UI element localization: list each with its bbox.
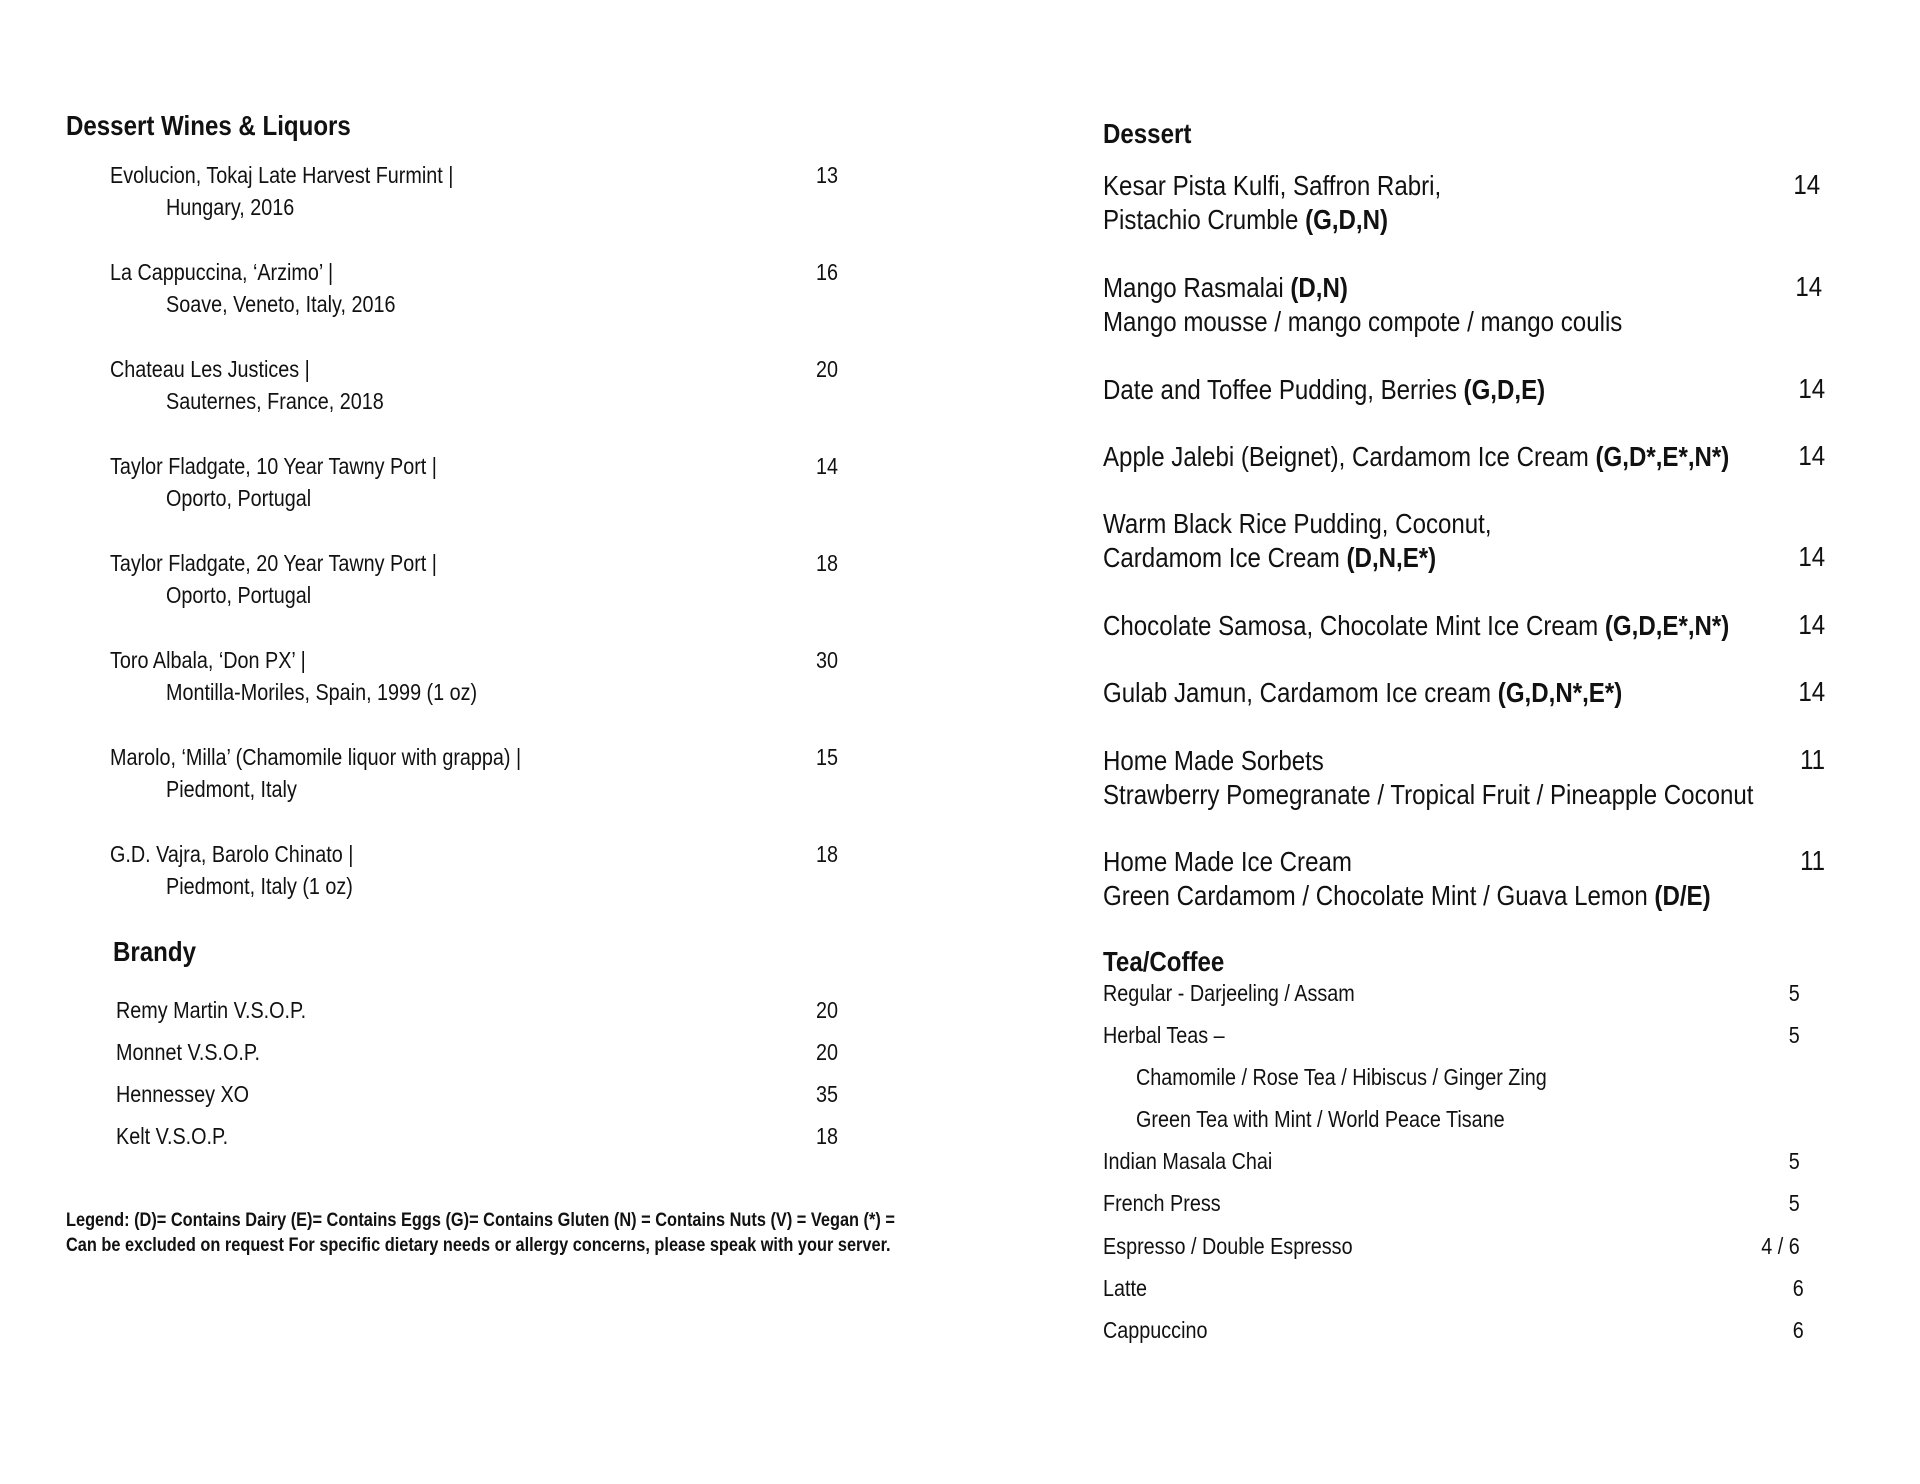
wine-name: G.D. Vajra, Barolo Chinato | [110,841,354,867]
dessert-name: Kesar Pista Kulfi, Saffron Rabri, [1103,170,1442,201]
beverage-price: 5 [1788,1190,1800,1216]
wine-origin: Piedmont, Italy (1 oz) [166,873,353,899]
beverage-price: 5 [1788,980,1800,1006]
brandy-name: Kelt V.S.O.P. [116,1123,229,1149]
wine-origin: Oporto, Portugal [166,485,312,511]
wine-origin: Sauternes, France, 2018 [166,388,384,414]
beverage-name: Regular - Darjeeling / Assam [1103,980,1355,1006]
dessert-name: Gulab Jamun, Cardamom Ice cream (G,D,N*,E*) [1103,677,1623,708]
wine-price: 16 [816,259,839,285]
beverage-name: Latte [1103,1275,1147,1301]
brandy-name: Hennessey XO [116,1081,250,1107]
dessert-description: Strawberry Pomegranate / Tropical Fruit / Pineapple Coconut [1103,779,1754,810]
wine-origin: Montilla-Moriles, Spain, 1999 (1 oz) [166,679,478,705]
dessert-price: 11 [1799,845,1825,876]
allergen-tag: (D,N) [1290,272,1348,303]
allergen-legend: Legend: (D)= Contains Dairy (E)= Contains Eggs (G)= Contains Gluten (N) = Contains Nuts (V) = Vegan (*) = Can be excluded on request For specific dietary needs or allergy concerns, please speak with your server. [66,1210,895,1256]
dessert-name: Mango Rasmalai (D,N) [1103,272,1348,303]
beverage-price: 6 [1792,1317,1804,1343]
wine-price: 20 [816,356,839,382]
beverage-name: Herbal Teas – [1103,1022,1225,1048]
wine-origin: Hungary, 2016 [166,194,295,220]
allergen-tag: (D,N,E*) [1346,542,1437,573]
wine-origin: Soave, Veneto, Italy, 2016 [166,291,396,317]
dessert-price: 11 [1799,744,1825,775]
dessert-price: 14 [1798,373,1825,404]
beverage-name: Green Tea with Mint / World Peace Tisane [1136,1106,1505,1132]
wine-name: Toro Albala, ‘Don PX’ | [110,647,306,673]
wine-name: Marolo, ‘Milla’ (Chamomile liquor with grappa) | [110,744,522,770]
dessert-name: Chocolate Samosa, Chocolate Mint Ice Cream (G,D,E*,N*) [1103,610,1730,641]
dessert-price: 14 [1793,169,1820,200]
brandy-price: 20 [816,997,839,1023]
allergen-tag: (G,D,E*,N*) [1604,610,1730,641]
beverage-price: 5 [1788,1022,1800,1048]
beverage-price: 5 [1788,1148,1800,1174]
wine-name: Taylor Fladgate, 10 Year Tawny Port | [110,453,437,479]
wine-price: 14 [816,453,839,479]
beverage-name: Chamomile / Rose Tea / Hibiscus / Ginger Zing [1136,1064,1547,1090]
dessert-description: Pistachio Crumble (G,D,N) [1103,204,1389,235]
brandy-price: 35 [816,1081,839,1107]
allergen-tag: (G,D,N) [1305,204,1389,235]
dessert-description: Cardamom Ice Cream (D,N,E*) [1103,542,1437,573]
wine-origin: Piedmont, Italy [166,776,297,802]
beverage-name: French Press [1103,1190,1221,1216]
wine-price: 18 [816,841,839,867]
dessert-description: Mango mousse / mango compote / mango coulis [1103,306,1623,337]
beverage-name: Espresso / Double Espresso [1103,1233,1353,1259]
wine-price: 15 [816,744,839,770]
allergen-tag: (D/E) [1654,880,1711,911]
brandy-name: Remy Martin V.S.O.P. [116,997,307,1023]
dessert-name: Apple Jalebi (Beignet), Cardamom Ice Cream (G,D*,E*,N*) [1103,441,1730,472]
dessert-name: Home Made Sorbets [1103,745,1324,776]
allergen-tag: (G,D,E) [1463,374,1546,405]
dessert-name: Warm Black Rice Pudding, Coconut, [1103,508,1492,539]
wine-name: La Cappuccina, ‘Arzimo’ | [110,259,334,285]
dessert-price: 14 [1798,541,1825,572]
wine-name: Taylor Fladgate, 20 Year Tawny Port | [110,550,437,576]
dessert-name: Home Made Ice Cream [1103,846,1352,877]
beverage-name: Indian Masala Chai [1103,1148,1273,1174]
dessert-price: 14 [1798,609,1825,640]
dessert-price: 14 [1798,676,1825,707]
dessert-description: Green Cardamom / Chocolate Mint / Guava Lemon (D/E) [1103,880,1711,911]
wine-name: Chateau Les Justices | [110,356,310,382]
brandy-price: 18 [816,1123,839,1149]
section-heading-brandy: Brandy [113,936,196,967]
wine-name: Evolucion, Tokaj Late Harvest Furmint | [110,162,454,188]
wine-origin: Oporto, Portugal [166,582,312,608]
dessert-price: 14 [1795,271,1822,302]
brandy-price: 20 [816,1039,839,1065]
allergen-tag: (G,D,N*,E*) [1497,677,1623,708]
brandy-name: Monnet V.S.O.P. [116,1039,261,1065]
wine-price: 30 [816,647,839,673]
dessert-price: 14 [1798,440,1825,471]
wine-price: 13 [816,162,839,188]
allergen-tag: (G,D*,E*,N*) [1595,441,1730,472]
section-heading-dessert: Dessert [1103,118,1192,149]
section-heading-dessert-wines: Dessert Wines & Liquors [66,110,351,141]
beverage-name: Cappuccino [1103,1317,1208,1343]
wine-price: 18 [816,550,839,576]
dessert-name: Date and Toffee Pudding, Berries (G,D,E) [1103,374,1546,405]
beverage-price: 4 / 6 [1761,1233,1800,1259]
section-heading-tea-coffee: Tea/Coffee [1103,946,1225,977]
beverage-price: 6 [1792,1275,1804,1301]
